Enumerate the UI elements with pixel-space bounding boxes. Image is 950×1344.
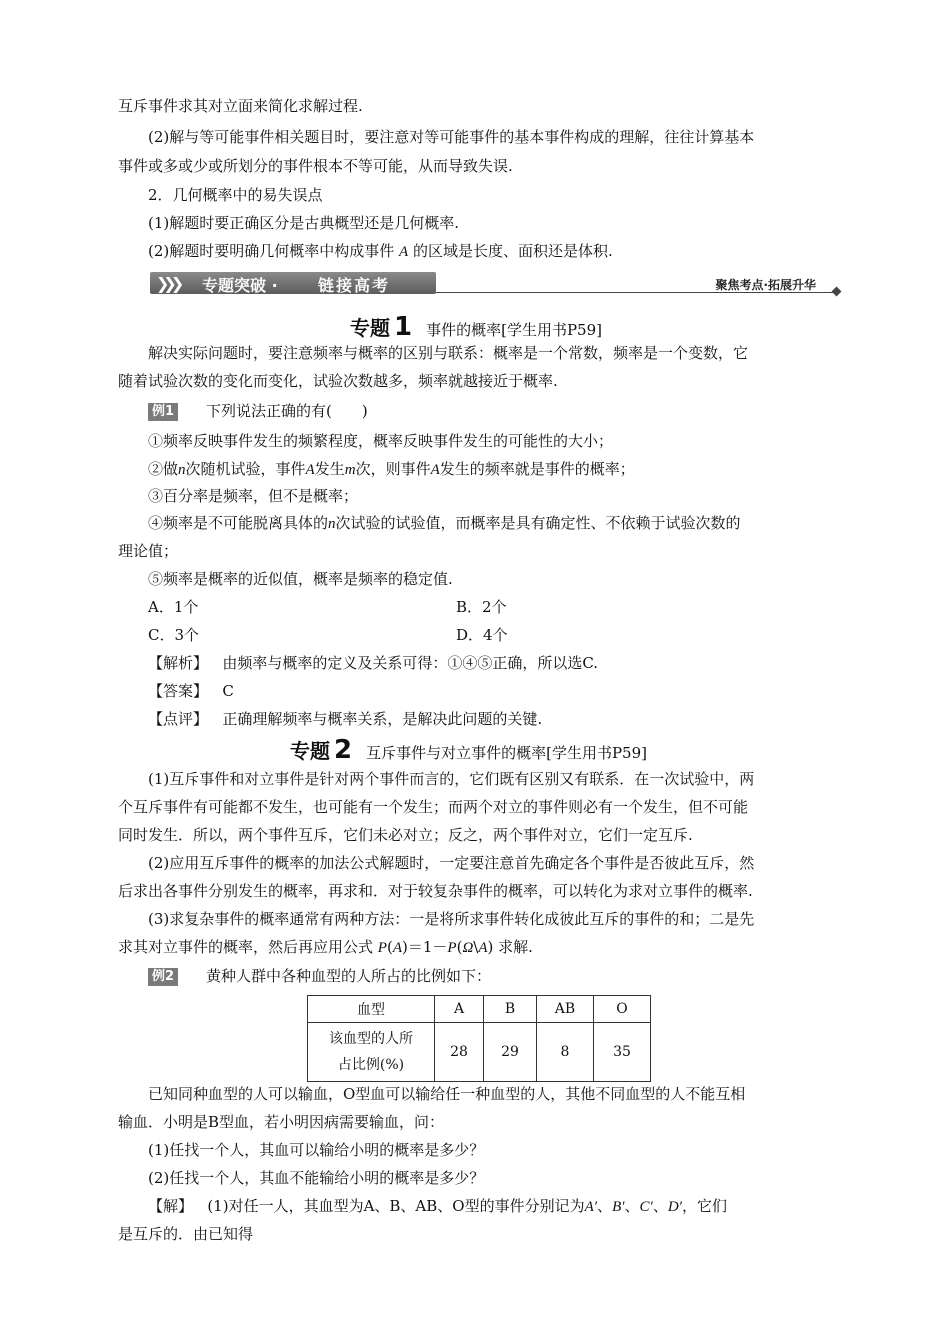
chevron-right-icon: ❯❯❯	[156, 274, 179, 293]
text-fragment: 次随机试验，事件	[185, 460, 306, 478]
comment-text: 正确理解频率与概率关系，是解决此问题的关键.	[222, 710, 543, 728]
example-badge: 例2	[148, 968, 178, 986]
text-line: 后求出各事件分别发生的概率，再求和．对于较复杂事件的概率，可以转化为求对立事件的概率.	[118, 882, 753, 900]
math-sym: (	[456, 938, 463, 956]
analysis-label: 【解析】	[148, 654, 209, 672]
text-fragment: (2)解题时要明确几何概率中构成事件	[148, 242, 395, 260]
math-var: B′	[612, 1199, 625, 1215]
text-line	[118, 934, 834, 962]
text-fragment: ②做	[148, 460, 179, 478]
text-line: (1)解题时要正确区分是古典概型还是几何概率.	[148, 214, 460, 232]
text-fragment: (1)对任一人，其血型为A、B、AB、O型的事件分别记为	[207, 1197, 585, 1215]
math-sym: )＝1－	[402, 938, 448, 956]
banner-tagline: 聚焦考点·拓展升华	[715, 278, 816, 292]
solution-label: 【解】	[148, 1197, 194, 1215]
row-label-line: 占比例(%)	[337, 1057, 405, 1073]
text-line: (1)互斥事件和对立事件是针对两个事件而言的，它们既有区别又有联系．在一次试验中，两	[148, 770, 755, 788]
topic-heading	[350, 312, 602, 342]
text-fragment: 求解.	[498, 938, 533, 956]
topic-label: 专题	[350, 316, 390, 340]
text-fragment: 的区域是长度、面积还是体积.	[412, 242, 613, 260]
text-fragment: ，它们	[681, 1197, 727, 1215]
table-header-cell: B	[484, 996, 537, 1023]
math-var: A	[399, 244, 409, 260]
option-a: A．1个	[148, 598, 199, 616]
math-var: A	[305, 462, 315, 478]
diamond-icon	[832, 287, 842, 297]
solution-line	[148, 1193, 864, 1221]
table-row-label	[308, 1023, 435, 1082]
answer-line	[148, 678, 864, 705]
text-line: 互斥事件求其对立面来简化求解过程.	[118, 97, 363, 115]
analysis-text: 由频率与概率的定义及关系可得：①④⑤正确，所以选C.	[222, 654, 599, 672]
question-line: (1)任找一个人，其血可以输给小明的概率是多少？	[148, 1141, 485, 1159]
text-fragment: 次，则事件	[355, 460, 431, 478]
table-cell: 29	[484, 1023, 537, 1082]
table-cell: 35	[594, 1023, 651, 1082]
math-var: D′	[667, 1199, 682, 1215]
text-fragment: 发生的频率就是事件的概率；	[439, 460, 635, 478]
table-cell: 28	[435, 1023, 484, 1082]
math-var: n	[178, 462, 186, 478]
answer-label: 【答案】	[148, 682, 209, 700]
math-var: Ω	[462, 940, 474, 956]
math-var: A	[392, 940, 402, 956]
comment-line	[148, 706, 864, 733]
text-line: (2)解与等可能事件相关题目时，要注意对等可能事件的基本事件构成的理解，往往计算基本	[148, 128, 755, 146]
example-line	[148, 398, 864, 425]
text-line: 随着试验次数的变化而变化，试验次数越多，频率就越接近于概率.	[118, 372, 558, 390]
option-b: B．2个	[456, 598, 507, 616]
topic-number: 2	[334, 735, 353, 765]
statement: ⑤频率是概率的近似值，概率是频率的稳定值.	[148, 570, 453, 588]
table-row	[308, 1023, 651, 1082]
topic-title: 事件的概率[学生用书P59]	[426, 321, 602, 339]
table-cell: 8	[537, 1023, 594, 1082]
text-fragment: 、	[624, 1197, 640, 1215]
statement: 理论值；	[118, 542, 179, 560]
topic-number: 1	[394, 312, 413, 342]
statement	[148, 456, 864, 484]
math-sym: (	[386, 938, 393, 956]
math-var: C′	[639, 1199, 653, 1215]
formula	[378, 938, 494, 956]
text-fragment: 求其对立事件的概率，然后再应用公式	[118, 938, 374, 956]
statement: ①频率反映事件发生的频繁程度，概率反映事件发生的可能性的大小；	[148, 432, 614, 450]
banner-dot: ·	[271, 276, 278, 295]
table-header-cell: A	[435, 996, 484, 1023]
example-question: 下列说法正确的有( )	[206, 402, 368, 420]
math-var: P	[377, 940, 387, 956]
text-line: 是互斥的．由已知得	[118, 1225, 254, 1243]
table-header-row	[308, 996, 651, 1023]
example-badge: 例1	[148, 403, 178, 421]
math-var: m	[344, 462, 356, 478]
topic-heading	[290, 735, 647, 765]
example-question: 黄种人群中各种血型的人所占的比例如下：	[206, 967, 492, 985]
math-var: A	[478, 940, 488, 956]
text-line: 解决实际问题时，要注意频率与概率的区别与联系：概率是一个常数，频率是一个变数，它	[148, 344, 749, 362]
statement	[148, 510, 864, 538]
banner-bar	[150, 272, 436, 294]
analysis-line	[148, 650, 864, 677]
topic-label: 专题	[290, 739, 330, 763]
table-header-cell: O	[594, 996, 651, 1023]
text-line: (3)求复杂事件的概率通常有两种方法：一是将所求事件转化成彼此互斥的事件的和；二是先	[148, 910, 755, 928]
blood-type-table	[307, 995, 651, 1082]
text-line: 输血．小明是B型血，若小明因病需要输血，问：	[118, 1113, 445, 1131]
example-line	[148, 963, 864, 990]
banner-left-text: 专题突破	[202, 276, 267, 295]
text-line: 同时发生．所以，两个事件互斥，它们未必对立；反之，两个事件对立，它们一定互斥.	[118, 826, 693, 844]
row-label-line: 该血型的人所	[329, 1031, 413, 1047]
math-var: P	[447, 940, 457, 956]
math-var: n	[328, 516, 336, 532]
option-d: D．4个	[456, 626, 508, 644]
text-fragment: 、	[597, 1197, 613, 1215]
math-var: A	[430, 462, 440, 478]
math-sym: )	[487, 938, 494, 956]
topic-title: 互斥事件与对立事件的概率[学生用书P59]	[366, 744, 647, 762]
option-c: C．3个	[148, 626, 200, 644]
text-fragment: 、	[652, 1197, 668, 1215]
text-line: 2．几何概率中的易失误点	[148, 186, 323, 204]
math-var: A′	[584, 1199, 598, 1215]
answer-text: C	[222, 682, 234, 700]
text-line: 事件或多或少或所划分的事件根本不等可能，从而导致失误.	[118, 157, 513, 175]
text-line	[148, 238, 864, 266]
text-line: (2)应用互斥事件的概率的加法公式解题时，一定要注意首先确定各个事件是否彼此互斥，然	[148, 854, 755, 872]
text-line: 已知同种血型的人可以输血，O型血可以输给任一种血型的人，其他不同血型的人不能互相	[148, 1085, 746, 1103]
comment-label: 【点评】	[148, 710, 209, 728]
banner-subtitle: 链接高考	[318, 276, 391, 295]
question-line: (2)任找一个人，其血不能输给小明的概率是多少？	[148, 1169, 485, 1187]
text-fragment: 发生	[314, 460, 345, 478]
statement: ③百分率是频率，但不是概率；	[148, 487, 359, 505]
table-header-cell: 血型	[308, 996, 435, 1023]
math-sym: \	[473, 938, 479, 956]
table-header-cell: AB	[537, 996, 594, 1023]
text-fragment: ④频率是不可能脱离具体的	[148, 514, 329, 532]
text-line: 个互斥事件有可能都不发生，也可能有一个发生；而两个对立的事件则必有一个发生，但不可能	[118, 798, 749, 816]
banner-title	[202, 273, 278, 296]
section-banner	[150, 272, 840, 296]
text-fragment: 次试验的试验值，而概率是具有确定性、不依赖于试验次数的	[335, 514, 741, 532]
